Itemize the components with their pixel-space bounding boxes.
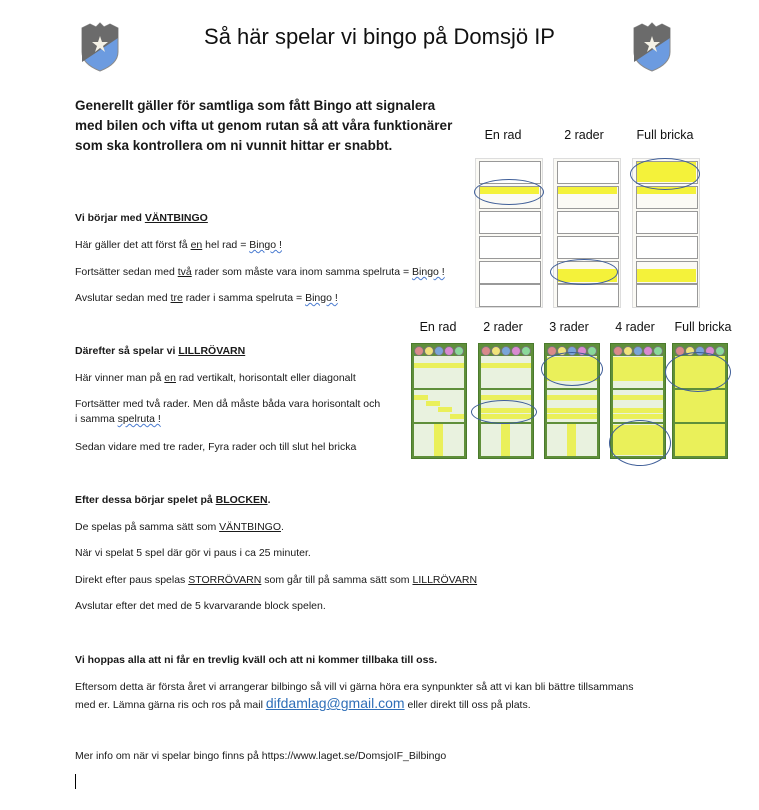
figure-caption: 3 rader [549, 320, 589, 334]
bingo-card-two-rows [553, 158, 621, 308]
green-bingo-card-one-row [411, 343, 467, 459]
blocken-rule-3: Direkt efter paus spelas STORRÖVARN som går till på samma sätt som LILLRÖVARN [75, 574, 478, 586]
lillrovarn-rule-3: Sedan vidare med tre rader, Fyra rader och till slut hel bricka [75, 441, 357, 453]
figure-caption: Full bricka [636, 128, 694, 142]
blocken-term: BLOCKEN [215, 494, 268, 506]
vantbingo-rule-2: Fortsätter sedan med två rader som måste vara inom samma spelruta = Bingo ! [75, 266, 445, 278]
vantbingo-term: VÄNTBINGO [144, 212, 208, 224]
vantbingo-heading: Vi börjar med VÄNTBINGO [75, 212, 208, 224]
intro-line: med bilen och vifta ut genom rutan så att våra funktionärer [75, 118, 453, 133]
club-crest-logo-icon [630, 22, 674, 72]
blocken-rule-4: Avslutar efter det med de 5 kvarvarande block spelen. [75, 600, 326, 612]
intro-paragraph [75, 96, 455, 156]
vantbingo-rule-1: Här gäller det att först få en hel rad = Bingo ! [75, 239, 282, 251]
figure-caption: 2 rader [564, 128, 604, 142]
figure-caption: 4 rader [615, 320, 655, 334]
green-bingo-card-full [672, 343, 728, 459]
closing-heading: Vi hoppas alla att ni får en trevlig kväll och att ni kommer tillbaka till oss. [75, 654, 438, 666]
figure-caption: 2 rader [483, 320, 523, 334]
green-bingo-card-three-rows [544, 343, 600, 459]
blocken-heading: Efter dessa börjar spelet på BLOCKEN. [75, 494, 271, 506]
more-info-line: Mer info om när vi spelar bingo finns på https://www.laget.se/DomsjoIF_Bilbingo [75, 750, 447, 762]
blocken-rule-2: När vi spelat 5 spel där gör vi paus i ca 25 minuter. [75, 547, 311, 559]
feedback-line-2: med er. Lämna gärna ris och ros på mail difdamlag@gmail.com eller direkt till oss på plats. [75, 695, 531, 711]
vantbingo-rule-3: Avslutar sedan med tre rader i samma spelruta = Bingo ! [75, 292, 338, 304]
intro-line: Generellt gäller för samtliga som fått Bingo att signalera [75, 98, 436, 113]
text-cursor [75, 774, 76, 789]
feedback-line-1: Eftersom detta är första året vi arrangerar bilbingo så vill vi gärna höra era synpunkter så att vi kan bli bättre tillsammans [75, 681, 634, 693]
lillrovarn-rule-1: Här vinner man på en rad vertikalt, horisontalt eller diagonalt [75, 372, 356, 384]
intro-line: som ska kontrollera om ni vunnit hittar er snabbt. [75, 138, 393, 153]
bingo-card-full [632, 158, 700, 308]
email-link[interactable]: difdamlag@gmail.com [265, 695, 405, 711]
green-bingo-card-two-rows [478, 343, 534, 459]
bingo-card-one-row [475, 158, 543, 308]
lillrovarn-rule-2: Fortsätter med två rader. Men då måste båda vara horisontalt och [75, 398, 381, 410]
figure-caption: Full bricka [674, 320, 732, 334]
green-bingo-card-four-rows [610, 343, 666, 459]
page-title: Så här spelar vi bingo på Domsjö IP [204, 24, 555, 49]
figure-caption: En rad [484, 128, 522, 142]
lillrovarn-heading: Därefter så spelar vi LILLRÖVARN [75, 345, 246, 357]
figure-caption: En rad [419, 320, 457, 334]
lillrovarn-term: LILLRÖVARN [178, 345, 246, 357]
lillrovarn-rule-2-cont: i samma spelruta ! [75, 413, 161, 425]
blocken-rule-1: De spelas på samma sätt som VÄNTBINGO. [75, 521, 284, 533]
